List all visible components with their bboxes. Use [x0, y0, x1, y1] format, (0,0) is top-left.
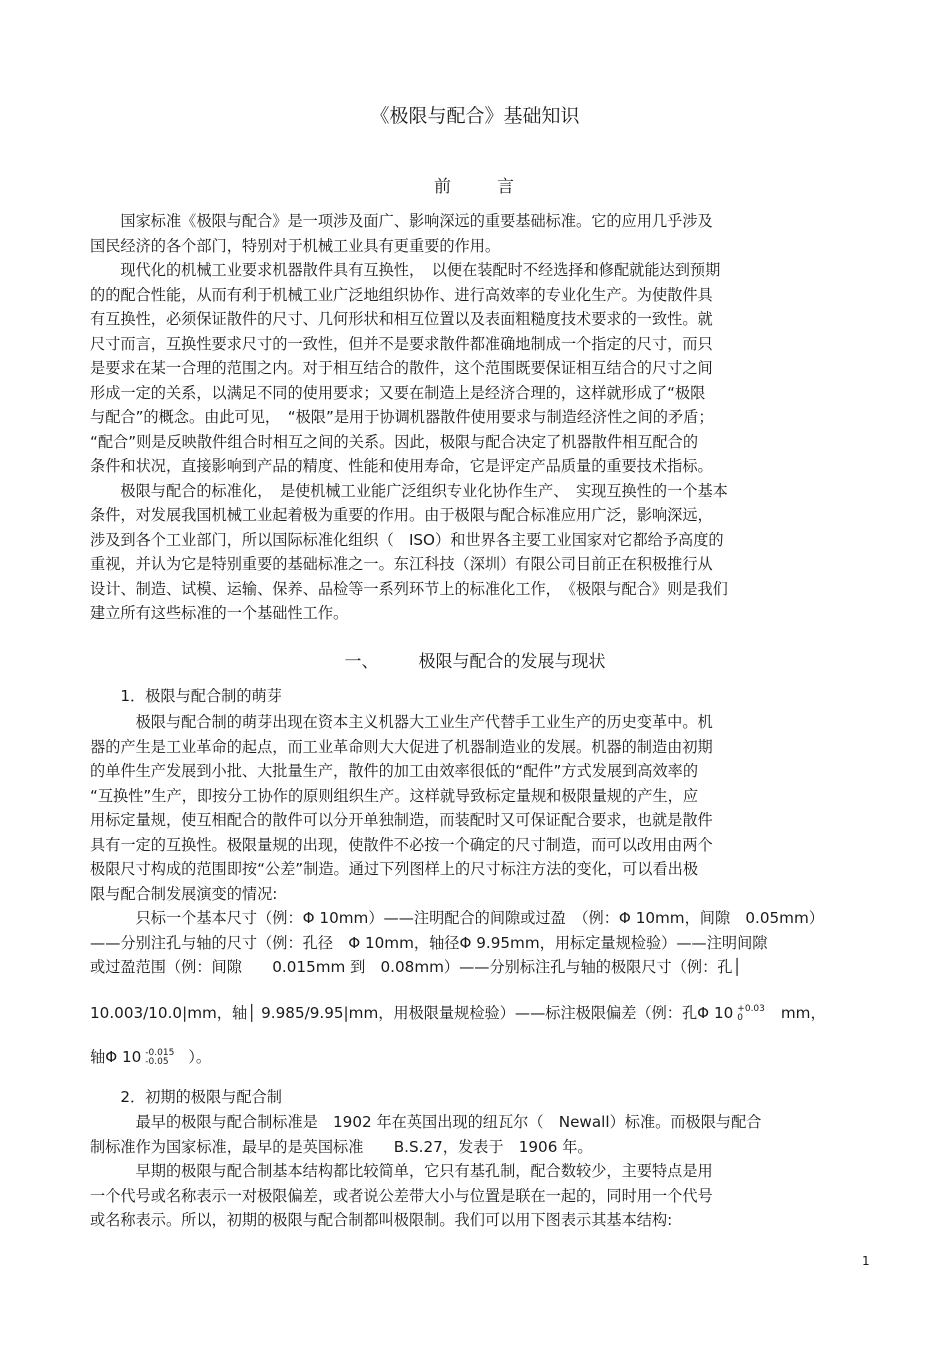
sub1-title: 1．极限与配合制的萌芽	[90, 687, 282, 705]
sub2-paragraphs	[90, 1110, 870, 1233]
preface-line: 重视，并认为它是特别重要的基础标准之一。东江科技（深圳）有限公司目前正在积极推行从	[90, 555, 713, 573]
shaft-line-text: 轴Φ 10	[90, 1048, 142, 1066]
sub1-line: “互换性”生产，即按分工协作的原则组织生产。这样就导致标定量规和极限量规的产生，应	[90, 786, 699, 805]
preface-line: 设计、制造、试模、运输、保养、品检等一系列环节上的标准化工作， 《极限与配合》则是我们	[90, 579, 728, 598]
sub2-title: 2．初期的极限与配合制	[90, 1088, 282, 1106]
sub1-line: 只标一个基本尺寸（例：Φ 10mm）——注明配合的间隙或过盈 （例：Φ 10mm，间隙 0.05mm）	[90, 909, 824, 927]
shaft-tol-lower: -0.05	[145, 1056, 169, 1067]
chapter-title: 极限与配合的发展与现状	[418, 652, 606, 672]
preface-line: 涉及到各个工业部门，所以国际标准化组织（ ISO）和世界各主要工业国家对它都给予高度的	[90, 530, 724, 549]
sub2-line: 或名称表示。所以，初期的极限与配合制都叫极限制。我们可以用下图表示其基本结构:	[90, 1211, 673, 1229]
preface-line: 尺寸而言，互换性要求尺寸的一致性，但并不是要求散件都准确地制成一个指定的尺寸，而只	[90, 334, 713, 353]
preface-line: 与配合”的概念。由此可见， “极限”是用于协调机器散件使用要求与制造经济性之间的矛盾；	[90, 408, 714, 426]
preface-line: “配合”则是反映散件组合时相互之间的关系。因此，极限与配合决定了机器散件相互配合的	[90, 432, 699, 451]
document-title: 《极限与配合》基础知识	[370, 105, 580, 127]
preface-line: 是要求在某一合理的范围之内。对于相互结合的散件，这个范围既要保证相互结合的尺寸之间	[90, 359, 713, 377]
chapter-heading	[0, 650, 950, 674]
sub1-line: 器的产生是工业革命的起点，而工业革命则大大促进了机器制造业的发展。机器的制造由初期	[90, 737, 713, 756]
sub1-line: 极限尺寸构成的范围即按“公差”制造。通过下列图样上的尺寸标注方法的变化，可以看出极	[90, 860, 699, 878]
page-number: 1	[862, 1254, 870, 1268]
shaft-tolerance	[145, 1049, 174, 1067]
preface-paragraphs	[90, 209, 870, 626]
sub2-line: 早期的极限与配合制基本结构都比较简单，它只有基孔制，配合数较少，主要特点是用	[90, 1162, 713, 1180]
sub1-line: 具有一定的互换性。极限量规的出现，使散件不必按一个确定的尺寸制造，而可以改用由两个	[90, 835, 713, 854]
preface-line: 有互换性，必须保证散件的尺寸、几何形状和相互位置以及表面粗糙度技术要求的一致性。就	[90, 310, 713, 328]
preface-line: 极限与配合的标准化， 是使机械工业能广泛组织专业化协作生产、 实现互换性的一个基本	[90, 481, 728, 500]
preface-line: 国民经济的各个部门，特别对于机械工业具有更重要的作用。	[90, 236, 501, 255]
shaft-tol-upper: -0.015	[145, 1047, 175, 1058]
hole-unit: mm，	[780, 1004, 826, 1022]
sub2-line: 制标准作为国家标准，最早的是英国标准 B.S.27，发表于 1906 年。	[90, 1137, 593, 1156]
hole-line-text: 10.003/10.0|mm，轴│ 9.985/9.95|mm，用极限量规检验）——标注极限偏差（例：孔Φ 10	[90, 1004, 734, 1022]
sub1-line: 或过盈范围（例：间隙 0.015mm 到 0.08mm）——分别标注孔与轴的极限尺寸（例：孔│	[90, 958, 742, 976]
sub1-line: 用标定量规，使互相配合的散件可以分开单独制造，而装配时又可保证配合要求，也就是散件	[90, 811, 713, 829]
preface-line: 建立所有这些标准的一个基础性工作。	[90, 604, 349, 622]
preface-line: 现代化的机械工业要求机器散件具有互换性， 以便在装配时不经选择和修配就能达到预期	[90, 261, 721, 279]
preface-line: 条件，对发展我国机械工业起着极为重要的作用。由于极限与配合标准应用广泛，影响深远，	[90, 506, 713, 524]
sub1-line: 限与配合制发展演变的情况:	[90, 884, 278, 903]
sub1-title-block	[90, 684, 870, 709]
hole-tolerance	[737, 1005, 765, 1023]
sub1-line: ——分别注孔与轴的尺寸（例：孔径 Φ 10mm，轴径Φ 9.95mm，用标定量规检验）——注明间隙	[90, 933, 768, 952]
sub1-paragraphs	[90, 710, 870, 980]
sub2-title-block	[90, 1085, 870, 1110]
sub1-line: 极限与配合制的萌芽出现在资本主义机器大工业生产代替手工业生产的历史变革中。机	[90, 713, 713, 731]
preface-heading-part2: 言	[497, 177, 516, 197]
sub1-line: 的单件生产发展到小批、大批量生产，散件的加工由效率很低的“配件”方式发展到高效率的	[90, 762, 699, 780]
hole-tol-upper: +0.03	[737, 1003, 765, 1014]
sub2-line: 一个代号或名称表示一对极限偏差，或者说公差带大小与位置是联在一起的，同时用一个代号	[90, 1186, 713, 1205]
preface-line: 形成一定的关系，以满足不同的使用要求；又要在制造上是经济合理的，这样就形成了“极限	[90, 383, 706, 402]
preface-heading-part1: 前	[434, 177, 453, 197]
chapter-number: 一、	[344, 652, 379, 672]
preface-heading	[0, 175, 950, 199]
preface-line: 条件和状况，直接影响到产品的精度、性能和使用寿命，它是评定产品质量的重要技术指标。	[90, 457, 713, 475]
hole-tolerance-line	[90, 998, 870, 1028]
shaft-tolerance-line	[90, 1042, 870, 1072]
shaft-line-suffix: ）。	[188, 1048, 212, 1066]
hole-tol-lower: 0	[737, 1012, 744, 1023]
sub2-line: 最早的极限与配合制标准是 1902 年在英国出现的纽瓦尔（ Newall）标准。而极限与配合	[90, 1113, 762, 1131]
preface-line: 的的配合性能，从而有利于机械工业广泛地组织协作、进行高效率的专业化生产。为使散件具	[90, 285, 713, 304]
preface-line: 国家标准《极限与配合》是一项涉及面广、影响深远的重要基础标准。它的应用几乎涉及	[90, 212, 713, 230]
